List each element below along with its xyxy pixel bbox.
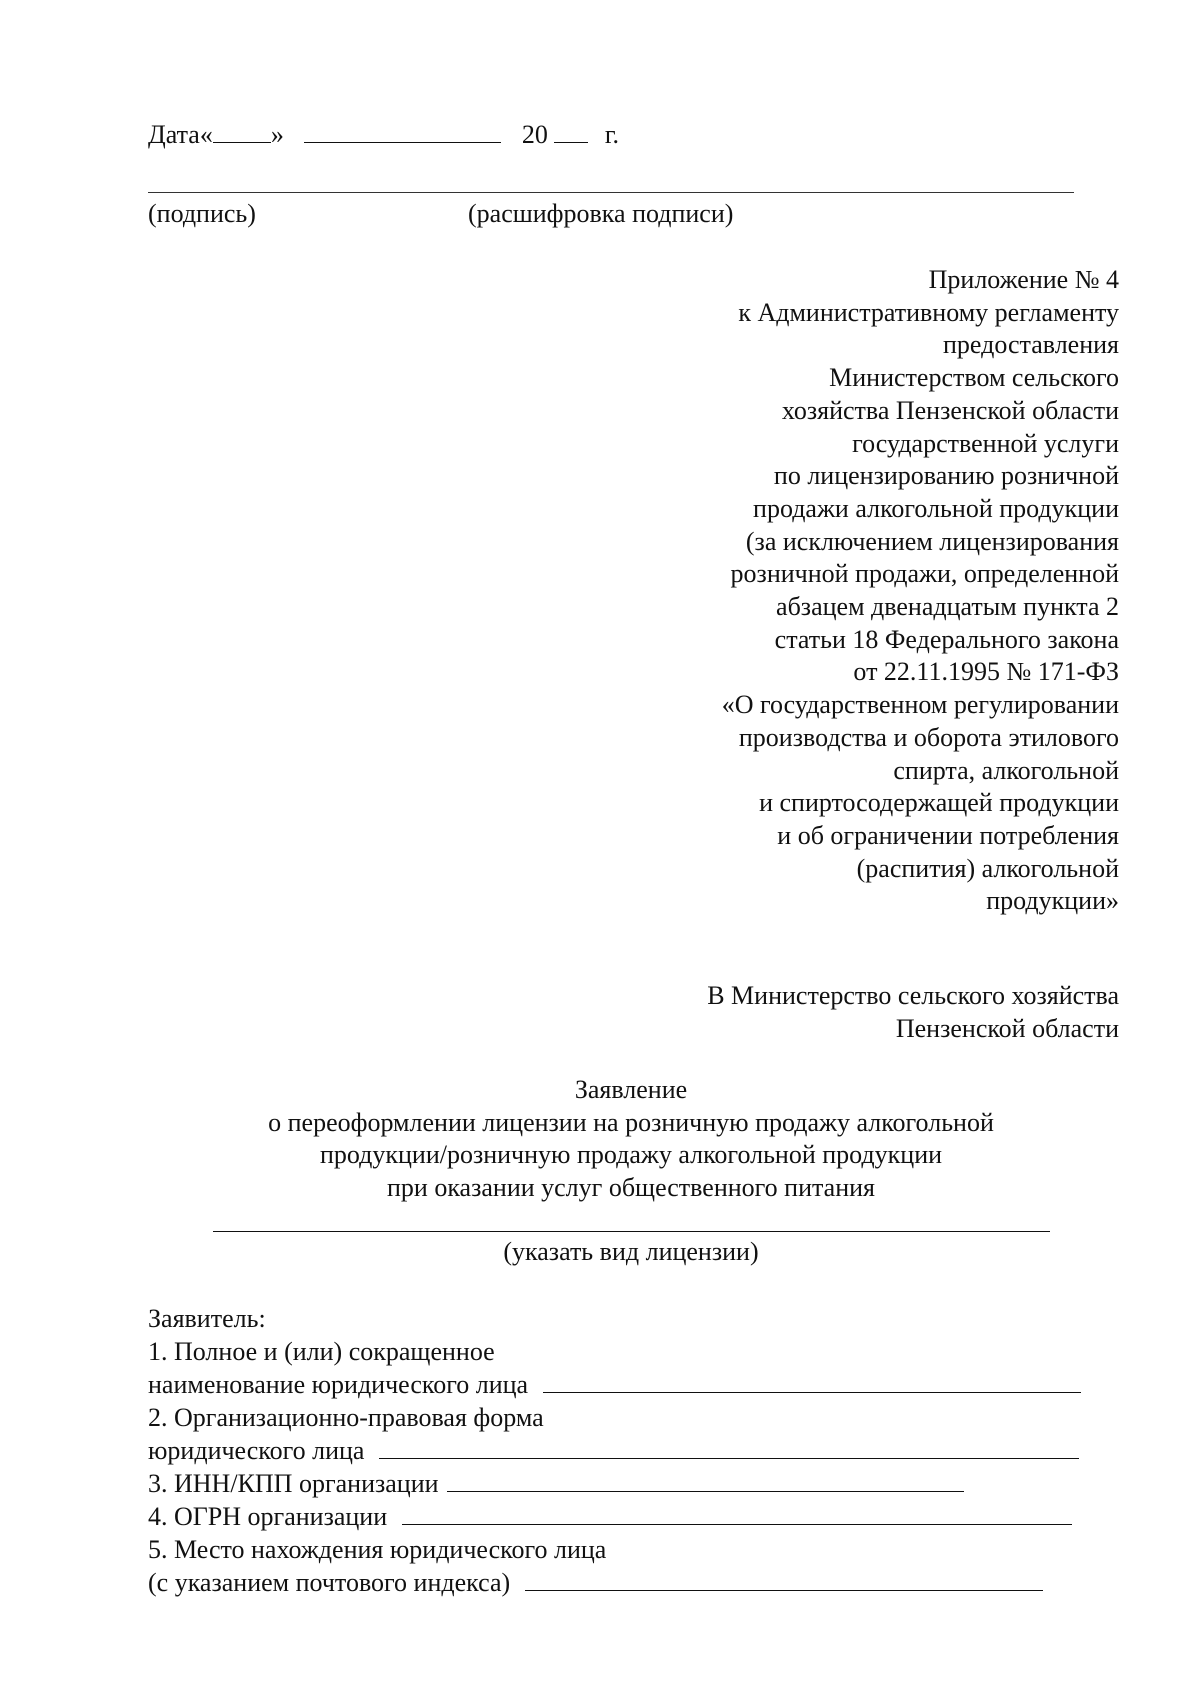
year-prefix: 20 — [521, 120, 548, 149]
statement-block — [0, 1074, 1200, 1204]
field1-line1: 1. Полное и (или) сокращенное — [148, 1337, 495, 1366]
appendix-line: государственной услуги — [852, 428, 1119, 458]
field1-line2 — [148, 1369, 1081, 1401]
close-quote: » — [270, 120, 284, 149]
appendix-line: «О государственном регулировании — [721, 690, 1119, 720]
date-line — [148, 119, 619, 151]
inn-kpp-input[interactable] — [447, 1469, 964, 1492]
statement-title: Заявление — [574, 1075, 688, 1104]
field2-line1: 2. Организационно-правовая форма — [148, 1403, 544, 1432]
applicant-heading: Заявитель: — [148, 1304, 266, 1333]
ogrn-input[interactable] — [402, 1502, 1072, 1525]
appendix-line: (за исключением лицензирования — [745, 526, 1119, 556]
appendix-line: и спиртосодержащей продукции — [759, 788, 1119, 818]
appendix-line: к Административному регламенту — [738, 297, 1119, 327]
appendix-line: абзацем двенадцатым пункта 2 — [776, 592, 1119, 622]
field4-line — [148, 1501, 1072, 1533]
year-blank[interactable] — [554, 120, 588, 143]
appendix-line: продажи алкогольной продукции — [753, 493, 1119, 523]
signature-decode-caption: (расшифровка подписи) — [468, 199, 734, 228]
appendix-line: спирта, алкогольной — [893, 755, 1119, 785]
statement-line: о переоформлении лицензии на розничную продажу алкогольной — [268, 1107, 994, 1137]
field3-label: 3. ИНН/КПП организации — [148, 1469, 439, 1498]
license-type-caption: (указать вид лицензии) — [503, 1237, 759, 1266]
appendix-line: (распития) алкогольной — [856, 853, 1119, 883]
field5-line2 — [148, 1567, 1043, 1599]
appendix-line: розничной продажи, определенной — [730, 559, 1119, 589]
appendix-line: по лицензированию розничной — [773, 461, 1119, 491]
appendix-line: Приложение № 4 — [928, 265, 1119, 294]
appendix-block — [722, 264, 1119, 918]
day-blank[interactable] — [213, 120, 271, 143]
addressee-line: В Министерство сельского хозяйства — [707, 981, 1119, 1010]
field3-line — [148, 1468, 964, 1500]
field1-label: наименование юридического лица — [148, 1370, 529, 1399]
legal-form-input[interactable] — [379, 1436, 1079, 1459]
appendix-line: продукции» — [986, 886, 1119, 916]
statement-line: продукции/розничную продажу алкогольной продукции — [319, 1140, 943, 1169]
date-label: Дата — [148, 120, 200, 149]
license-type-rule[interactable] — [213, 1231, 1050, 1232]
appendix-line: статьи 18 Федерального закона — [774, 624, 1119, 654]
field5-line1: 5. Место нахождения юридического лица — [148, 1535, 607, 1564]
addressee-block — [707, 980, 1119, 1045]
field4-label: 4. ОГРН организации — [148, 1502, 388, 1531]
year-suffix: г. — [604, 120, 620, 149]
addressee-line: Пензенской области — [895, 1013, 1119, 1043]
signature-caption: (подпись) — [148, 199, 256, 228]
legal-name-input[interactable] — [543, 1370, 1081, 1393]
month-blank[interactable] — [304, 120, 501, 143]
appendix-line: производства и оборота этилового — [738, 722, 1119, 752]
appendix-line: и об ограничении потребления — [777, 820, 1119, 850]
signature-rule — [148, 192, 1074, 193]
field2-line2 — [148, 1435, 1079, 1467]
appendix-line: хозяйства Пензенской области — [781, 395, 1119, 425]
appendix-line: Министерством сельского — [829, 363, 1119, 393]
appendix-line: предоставления — [943, 330, 1119, 360]
statement-line: при оказании услуг общественного питания — [386, 1172, 876, 1202]
address-input[interactable] — [525, 1568, 1043, 1591]
appendix-line: от 22.11.1995 № 171-ФЗ — [853, 657, 1119, 687]
field2-label: юридического лица — [148, 1436, 365, 1465]
field5-label: (с указанием почтового индекса) — [148, 1568, 511, 1597]
open-quote: « — [199, 120, 213, 149]
